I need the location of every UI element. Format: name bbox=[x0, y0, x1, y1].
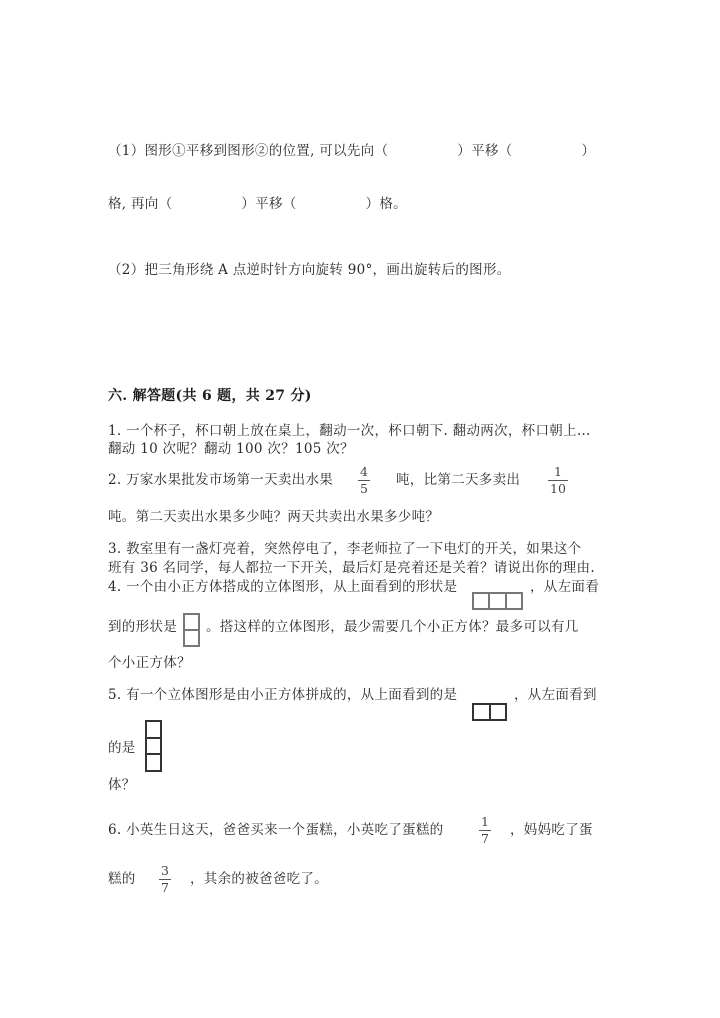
part2-line: （2）把三角形绕 A 点逆时针方向旋转 90°，画出旋转后的图形。 bbox=[108, 262, 511, 278]
fraction-numerator: 4 bbox=[360, 464, 368, 479]
q1-line1: 1. 一个杯子，杯口朝上放在桌上，翻动一次，杯口朝下. 翻动两次，杯口朝上… bbox=[108, 423, 591, 439]
q2-fraction-1-10 bbox=[548, 465, 568, 496]
fraction-denominator: 5 bbox=[360, 481, 368, 496]
fraction-denominator: 10 bbox=[550, 481, 566, 496]
fraction-numerator: 1 bbox=[553, 464, 562, 479]
grid-cell bbox=[490, 704, 507, 720]
q4-line2a: 到的形状是 bbox=[108, 619, 177, 635]
fraction-denominator: 7 bbox=[481, 831, 489, 846]
q2-line2: 吨。第二天卖出水果多少吨？两天共卖出水果多少吨？ bbox=[108, 509, 440, 525]
q6-line2b: ，其余的被爸爸吃了。 bbox=[190, 871, 328, 887]
q5-line1a: 5. 有一个立体图形是由小正方体拼成的，从上面看到的是 bbox=[108, 687, 458, 703]
grid-cell bbox=[489, 593, 505, 609]
q6-line1a: 6. 小英生日这天，爸爸买来一个蛋糕，小英吃了蛋糕的 bbox=[108, 822, 444, 838]
grid-cell bbox=[146, 754, 161, 771]
grid-cell bbox=[146, 738, 161, 755]
q3-line1: 3. 教室里有一盏灯亮着，突然停电了，李老师拉了一下电灯的开关，如果这个 bbox=[108, 541, 582, 557]
q4-line3: 个小正方体？ bbox=[108, 655, 191, 671]
grid-cell bbox=[473, 704, 490, 720]
q6-line2a: 糕的 bbox=[108, 871, 136, 887]
q2-fraction-4-5 bbox=[358, 465, 370, 496]
q2-line1b: 吨，比第二天多卖出 bbox=[396, 472, 521, 488]
grid-cell bbox=[473, 593, 489, 609]
q6-fraction-1-7 bbox=[479, 815, 491, 846]
q5-line3: 体？ bbox=[108, 777, 136, 793]
grid-cell bbox=[184, 630, 199, 646]
q4-line1b: ，从左面看 bbox=[530, 579, 599, 595]
fraction-denominator: 7 bbox=[161, 880, 169, 895]
grid-cell bbox=[506, 593, 522, 609]
part1-line2: 格, 再向（ ）平移（ ）格。 bbox=[108, 196, 407, 212]
q1-line2: 翻动 10 次呢？翻动 100 次？105 次？ bbox=[108, 441, 354, 457]
part1-line1: （1）图形①平移到图形②的位置, 可以先向（ ）平移（ ） bbox=[108, 143, 596, 159]
grid-cell bbox=[184, 614, 199, 630]
q5-left-view-figure bbox=[145, 720, 162, 772]
fraction-numerator: 3 bbox=[161, 863, 169, 878]
section-title: 六. 解答题(共 6 题，共 27 分) bbox=[108, 388, 312, 404]
q4-line1a: 4. 一个由小正方体搭成的立体图形，从上面看到的形状是 bbox=[108, 579, 458, 595]
q4-left-view-figure bbox=[183, 613, 200, 647]
q4-top-view-figure bbox=[472, 592, 523, 610]
q5-line1b: ，从左面看到 bbox=[514, 687, 597, 703]
q6-fraction-3-7 bbox=[159, 864, 171, 895]
grid-cell bbox=[146, 721, 161, 738]
fraction-numerator: 1 bbox=[481, 814, 489, 829]
q6-line1b: ，妈妈吃了蛋 bbox=[510, 822, 593, 838]
q3-line2: 班有 36 名同学，每人都拉一下开关，最后灯是亮着还是关着？请说出你的理由. bbox=[108, 560, 595, 576]
q2-line1a: 2. 万家水果批发市场第一天卖出水果 bbox=[108, 472, 334, 488]
q5-line2a: 的是 bbox=[108, 740, 136, 756]
q4-line2b: 。搭这样的立体图形，最少需要几个小正方体？最多可以有几 bbox=[206, 619, 579, 635]
q5-top-view-figure bbox=[472, 703, 507, 721]
